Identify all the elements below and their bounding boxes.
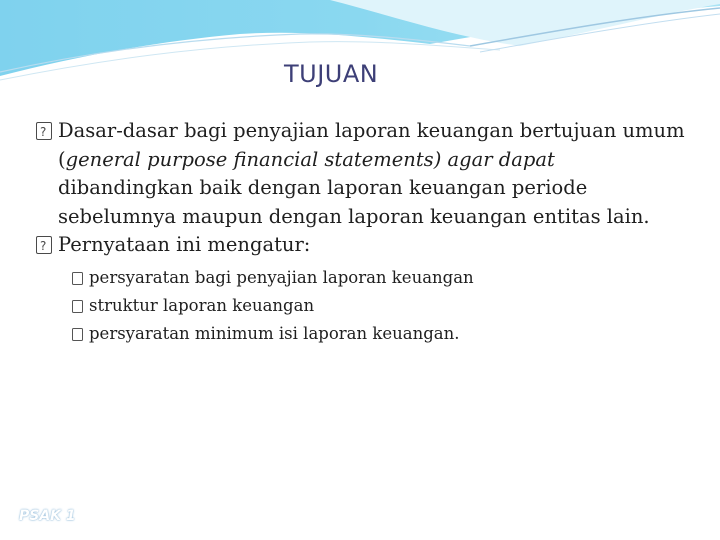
bullet-item	[36, 117, 696, 231]
bullet-text-plain-end: dibandingkan baik dengan laporan keuangan periode sebelumnya maupun dengan laporan keuangan entitas lain.	[58, 176, 650, 228]
sub-list-item	[72, 264, 696, 292]
bullet-text: Pernyataan ini mengatur:	[58, 233, 311, 256]
sub-list	[36, 264, 696, 348]
bullet-box-icon	[36, 236, 52, 254]
bullet-text-plain: Dasar-dasar bagi penyajian laporan keuangan bertujuan umum (	[58, 119, 685, 171]
sub-bullet-box-icon	[72, 300, 83, 313]
bullet-box-icon	[36, 122, 52, 140]
sub-item-text: struktur laporan keuangan	[89, 295, 315, 315]
sub-item-text: persyaratan minimum isi laporan keuangan.	[89, 323, 460, 343]
slide-title: TUJUAN	[284, 60, 379, 88]
sub-item-text: persyaratan bagi penyajian laporan keuangan	[89, 267, 474, 287]
footer-label: PSAK 1	[19, 508, 76, 524]
sub-bullet-box-icon	[72, 328, 83, 341]
sub-bullet-box-icon	[72, 272, 83, 285]
content-body	[36, 117, 696, 348]
bullet-item	[36, 231, 696, 260]
bullet-text-italic: general purpose financial statements) agar dapat	[65, 147, 555, 171]
sub-list-item	[72, 320, 696, 348]
sub-list-item	[72, 292, 696, 320]
